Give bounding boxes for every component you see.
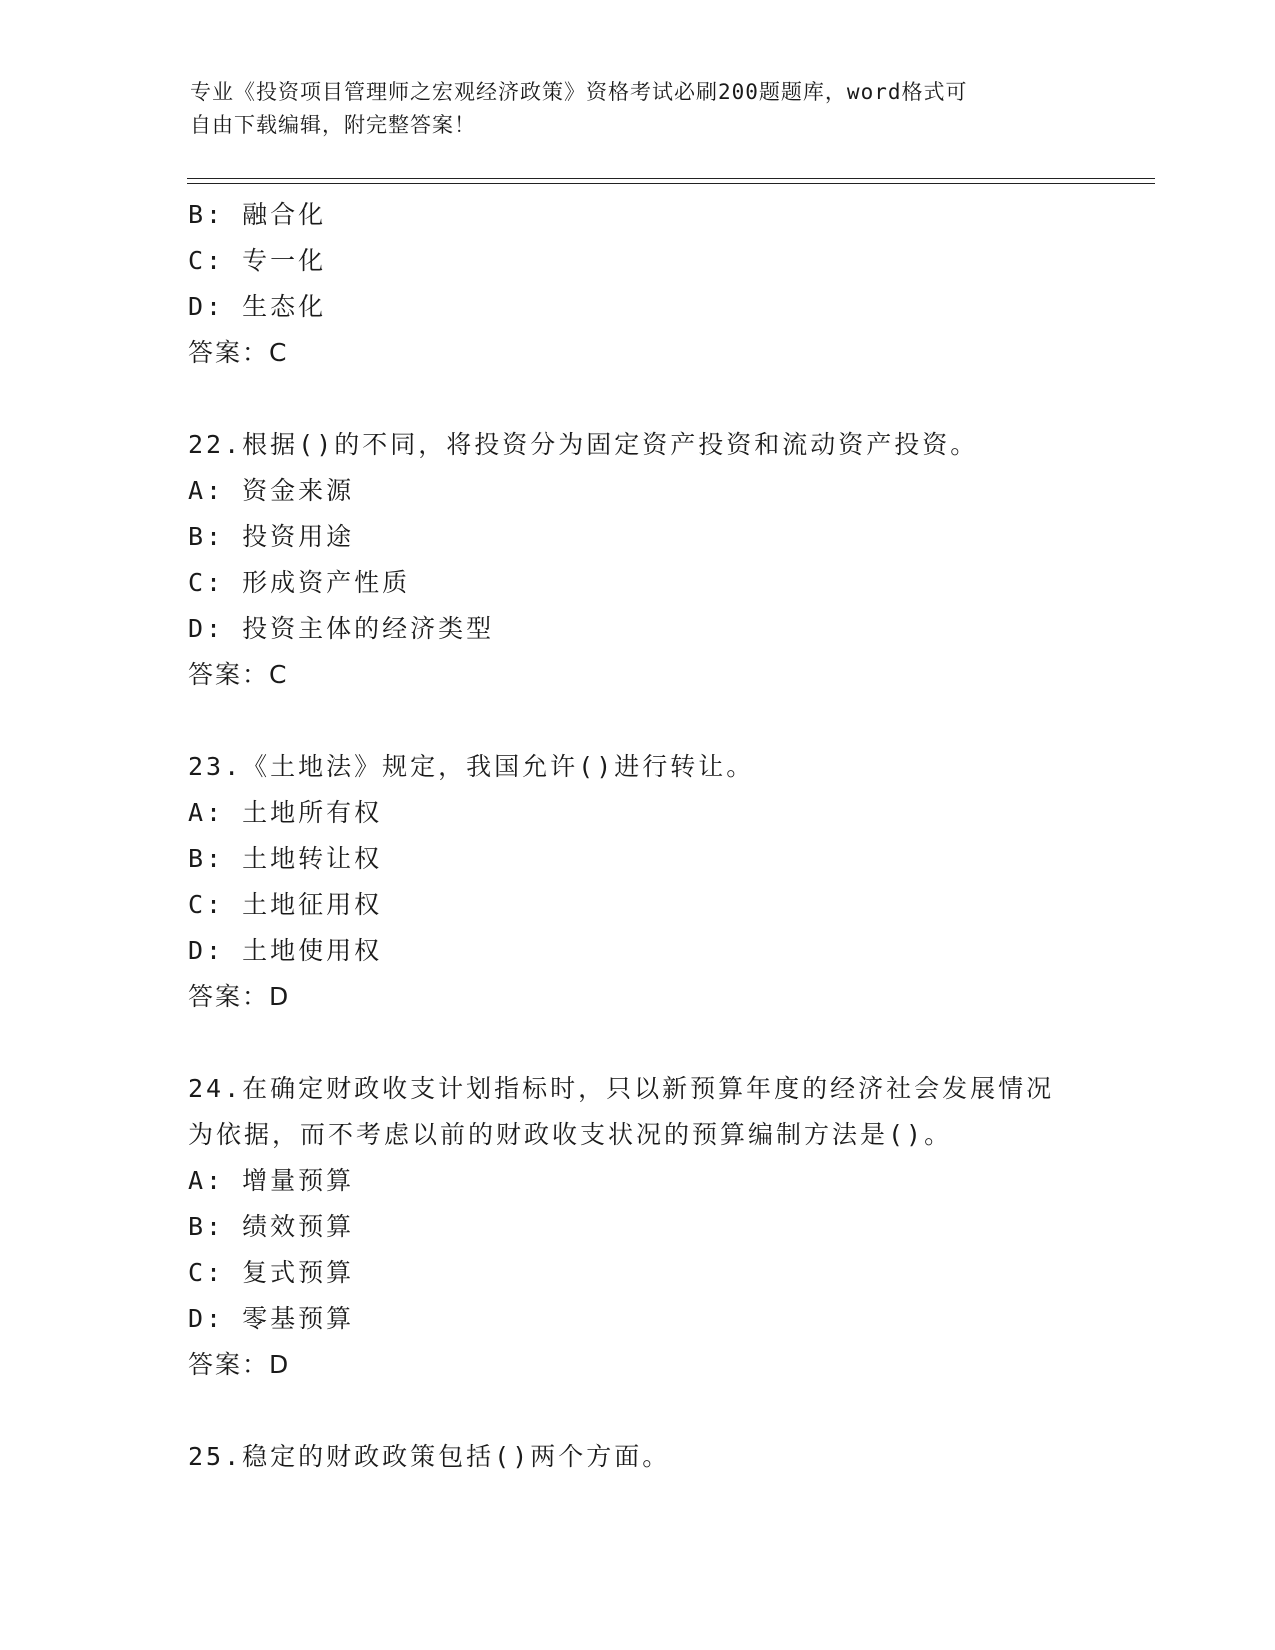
question-text-line-1: 24.在确定财政收支计划指标时，只以新预算年度的经济社会发展情况 <box>188 1074 1055 1103</box>
option-a: A: 土地所有权 <box>188 798 383 827</box>
option-c: C: 形成资产性质 <box>188 568 411 597</box>
option-a: A: 资金来源 <box>188 476 355 505</box>
question-list <box>188 192 1088 1480</box>
option-b: B: 投资用途 <box>188 522 355 551</box>
option-c: C: 复式预算 <box>188 1258 355 1287</box>
option-d: D: 土地使用权 <box>188 936 383 965</box>
option-b: B: 融合化 <box>188 200 327 229</box>
option-a: A: 增量预算 <box>188 1166 355 1195</box>
option-c: C: 专一化 <box>188 246 327 275</box>
answer-line: 答案：C <box>188 660 289 689</box>
option-d: D: 零基预算 <box>188 1304 355 1333</box>
option-b: B: 土地转让权 <box>188 844 383 873</box>
option-c: C: 土地征用权 <box>188 890 383 919</box>
question-21-continued <box>188 192 1088 376</box>
question-24 <box>188 1066 1088 1388</box>
header-title-line-2: 自由下载编辑，附完整答案！ <box>190 113 476 137</box>
document-header <box>190 76 1070 142</box>
question-23 <box>188 744 1088 1020</box>
option-d: D: 投资主体的经济类型 <box>188 614 495 643</box>
question-25 <box>188 1434 1088 1480</box>
question-text: 23.《土地法》规定，我国允许()进行转让。 <box>188 752 755 781</box>
question-text: 22.根据()的不同，将投资分为固定资产投资和流动资产投资。 <box>188 430 979 459</box>
header-rule-top <box>187 178 1155 179</box>
option-b: B: 绩效预算 <box>188 1212 355 1241</box>
answer-line: 答案：D <box>188 982 291 1011</box>
header-title-line-1: 专业《投资项目管理师之宏观经济政策》资格考试必刷200题题库，word格式可 <box>190 80 968 104</box>
answer-line: 答案：C <box>188 338 289 367</box>
question-22 <box>188 422 1088 698</box>
header-rule-bottom <box>187 183 1155 184</box>
answer-line: 答案：D <box>188 1350 291 1379</box>
question-text: 25.稳定的财政政策包括()两个方面。 <box>188 1442 671 1471</box>
question-text-line-2: 为依据，而不考虑以前的财政收支状况的预算编制方法是()。 <box>188 1120 953 1149</box>
option-d: D: 生态化 <box>188 292 327 321</box>
